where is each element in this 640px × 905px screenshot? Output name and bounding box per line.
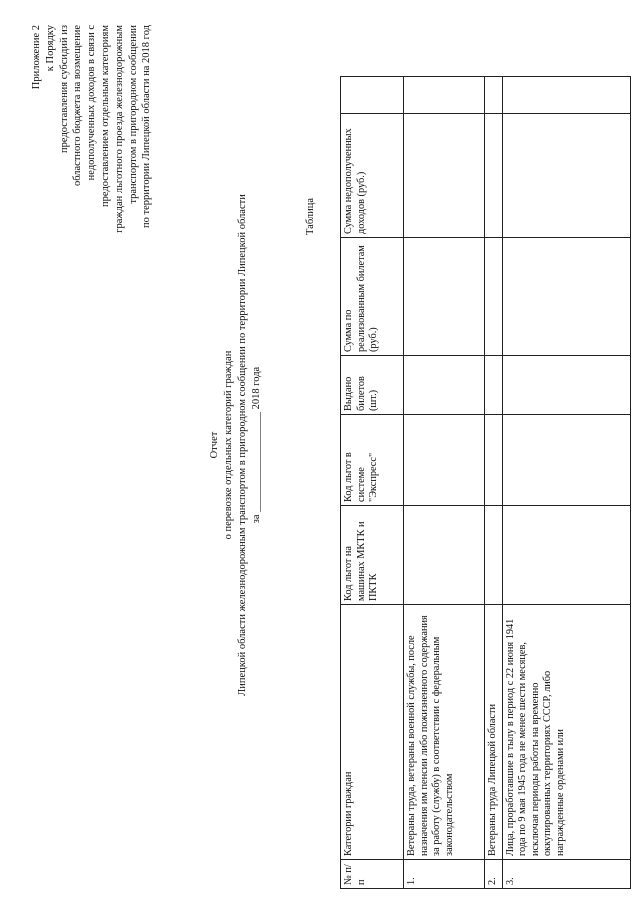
row-number: 1. [404, 860, 485, 889]
row-number: 3. [502, 860, 630, 889]
appendix-block [30, 25, 154, 405]
cell-empty [502, 114, 630, 238]
report-heading [208, 185, 264, 705]
header-category: Категории граждан [341, 605, 404, 860]
header-sum-sold: Сумма по реализованным билетам (руб.) [341, 238, 404, 356]
appendix-line: транспортом в пригородном сообщении [127, 25, 139, 204]
cell-empty [485, 415, 503, 506]
report-subtitle-2: Липецкой области железнодорожным транспортом в пригородном сообщении по территории Липецкой области [237, 194, 248, 696]
cell-empty [485, 114, 503, 238]
row-number: 2. [485, 860, 503, 889]
cell-empty [404, 238, 485, 356]
appendix-line: к Порядку [44, 25, 56, 72]
row-category: Лица, проработавшие в тылу в период с 22 июня 1941 года по 9 мая 1945 года не менее шести месяцев, исключая периоды работы на временно оккупированных территориях СССР, либо награжденные орденами или [502, 605, 630, 860]
row-category: Ветераны труда Липецкой области [485, 605, 503, 860]
row-category: Ветераны труда, ветераны военной службы, после назначения им пенсии либо пожизненного содержания за работу (службу) в соответствии с федеральным законодательством [404, 605, 485, 860]
cell-empty [485, 77, 503, 114]
cell-empty [502, 415, 630, 506]
cell-empty [502, 77, 630, 114]
cell-empty [485, 506, 503, 605]
header-code-mktk: Код льгот на машинах МКТК и ПКТК [341, 506, 404, 605]
table-caption: Таблица [305, 197, 316, 235]
appendix-line: по территории Липецкой области на 2018 год [141, 25, 153, 228]
header-code-express: Код льгот в системе "Экспресс" [341, 415, 404, 506]
cell-empty [485, 238, 503, 356]
table-row [502, 77, 630, 889]
appendix-line: областного бюджета на возмещение [72, 25, 84, 187]
report-subtitle: о перевозке отдельных категорий граждан [223, 350, 234, 540]
cell-empty [502, 506, 630, 605]
cell-empty [404, 114, 485, 238]
appendix-line: недополученных доходов в связи с [86, 25, 98, 181]
table-header-row [341, 77, 404, 889]
cell-empty [485, 356, 503, 415]
cell-empty [404, 415, 485, 506]
appendix-line: Приложение 2 [31, 25, 42, 90]
cell-empty [404, 356, 485, 415]
cell-empty [502, 238, 630, 356]
cell-empty [404, 77, 485, 114]
header-empty [341, 77, 404, 114]
header-tickets-issued: Выдано билетов (шт.) [341, 356, 404, 415]
cell-empty [404, 506, 485, 605]
table-row [485, 77, 503, 889]
header-number: № п/п [341, 860, 404, 889]
report-table [340, 76, 631, 889]
header-sum-lost: Сумма недополученных доходов (руб.) [341, 114, 404, 238]
table-row [404, 77, 485, 889]
appendix-line: предоставления субсидий из [58, 25, 70, 153]
appendix-line: предоставлением отдельным категориям [99, 25, 111, 207]
report-title: Отчет [209, 431, 220, 459]
appendix-line: граждан льготного проезда железнодорожным [113, 25, 125, 233]
report-period: за ___________________ 2018 года [251, 366, 262, 524]
cell-empty [502, 356, 630, 415]
